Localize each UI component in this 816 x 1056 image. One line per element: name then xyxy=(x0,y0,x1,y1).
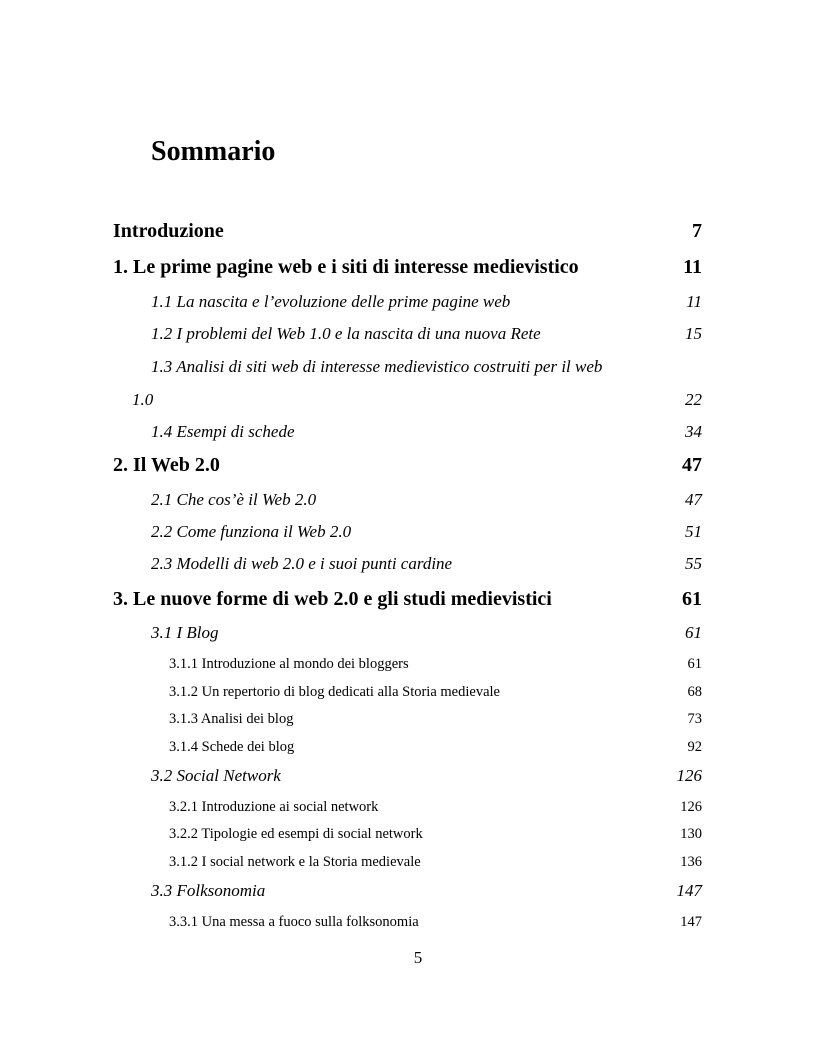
toc-page: 7 xyxy=(692,220,702,242)
toc-entry[interactable] xyxy=(113,522,702,542)
toc-entry[interactable] xyxy=(113,554,702,574)
toc-label: 2.1 Che cos’è il Web 2.0 xyxy=(151,490,317,509)
toc-entry[interactable] xyxy=(113,881,702,901)
toc-entry[interactable] xyxy=(113,256,702,279)
toc-page: 126 xyxy=(680,799,702,815)
toc-entry[interactable] xyxy=(113,914,702,931)
toc-page: 51 xyxy=(685,522,702,541)
toc-entry[interactable] xyxy=(113,588,702,611)
toc-page: 34 xyxy=(685,422,702,441)
toc-entry[interactable] xyxy=(113,739,702,756)
toc-entry[interactable] xyxy=(113,220,702,243)
toc-page: 147 xyxy=(680,914,702,930)
toc-entry[interactable] xyxy=(113,854,702,871)
toc-label: 3.2.1 Introduzione ai social network xyxy=(169,799,379,815)
toc-page: 61 xyxy=(682,588,702,610)
toc-entry-wrapped[interactable] xyxy=(151,357,602,377)
toc-label: 3.3 Folksonomia xyxy=(151,881,266,900)
toc-page: 61 xyxy=(685,623,702,642)
toc-label: 3.2.2 Tipologie ed esempi di social network xyxy=(169,826,423,842)
toc-label: 3.1.2 I social network e la Storia medievale xyxy=(169,854,421,870)
toc-label: 1.1 La nascita e l’evoluzione delle prime pagine web xyxy=(151,292,511,311)
toc-label: 1.3 Analisi di siti web di interesse medievistico costruiti per il web xyxy=(151,357,603,376)
toc-label: 2.3 Modelli di web 2.0 e i suoi punti cardine xyxy=(151,554,453,573)
toc-entry[interactable] xyxy=(113,292,702,312)
toc-page: 130 xyxy=(680,826,702,842)
page-number: 5 xyxy=(413,948,423,967)
toc-entry-continuation[interactable] xyxy=(132,390,702,410)
toc-entry[interactable] xyxy=(113,422,702,442)
toc-page: 61 xyxy=(687,656,702,672)
toc-label: 1. Le prime pagine web e i siti di interesse medievistico xyxy=(113,256,579,278)
toc-label: 3.1.4 Schede dei blog xyxy=(169,739,295,755)
toc-label: 3.1 I Blog xyxy=(151,623,219,642)
toc-label: 3.3.1 Una messa a fuoco sulla folksonomia xyxy=(169,914,419,930)
toc-entry[interactable] xyxy=(113,684,702,701)
toc-label: 2.2 Come funziona il Web 2.0 xyxy=(151,522,352,541)
toc-entry[interactable] xyxy=(113,490,702,510)
toc-page: 68 xyxy=(687,684,702,700)
toc-label: Introduzione xyxy=(113,220,224,242)
toc-entry[interactable] xyxy=(113,826,702,843)
toc-entry[interactable] xyxy=(113,711,702,728)
toc-label: 3.1.3 Analisi dei blog xyxy=(169,711,294,727)
toc-page: 11 xyxy=(683,256,702,278)
page-title: Sommario xyxy=(151,136,276,167)
toc-page: 136 xyxy=(680,854,702,870)
toc-page: 47 xyxy=(685,490,702,509)
toc-label: 1.2 I problemi del Web 1.0 e la nascita di una nuova Rete xyxy=(151,324,541,343)
toc-page: 92 xyxy=(687,739,702,755)
toc-page: 147 xyxy=(676,881,702,900)
toc-page: 47 xyxy=(682,454,702,476)
toc-page: 126 xyxy=(676,766,702,785)
toc-label: 1.4 Esempi di schede xyxy=(151,422,295,441)
toc-entry[interactable] xyxy=(113,454,702,477)
toc-entry[interactable] xyxy=(113,766,702,786)
toc-label: 3.1.2 Un repertorio di blog dedicati alla Storia medievale xyxy=(169,684,500,700)
toc-page: 22 xyxy=(685,390,702,409)
toc-page: 11 xyxy=(686,292,702,311)
toc-page: 73 xyxy=(687,711,702,727)
toc-label: 3. Le nuove forme di web 2.0 e gli studi medievistici xyxy=(113,588,552,610)
toc-page: 15 xyxy=(685,324,702,343)
toc-page: 55 xyxy=(685,554,702,573)
toc-entry[interactable] xyxy=(113,324,702,344)
toc-entry[interactable] xyxy=(113,656,702,673)
toc-label: 3.1.1 Introduzione al mondo dei bloggers xyxy=(169,656,409,672)
toc-label: 3.2 Social Network xyxy=(151,766,281,785)
toc-entry[interactable] xyxy=(113,799,702,816)
toc-label: 2. Il Web 2.0 xyxy=(113,454,220,476)
toc-entry[interactable] xyxy=(113,623,702,643)
toc-label-cont: 1.0 xyxy=(132,390,154,409)
